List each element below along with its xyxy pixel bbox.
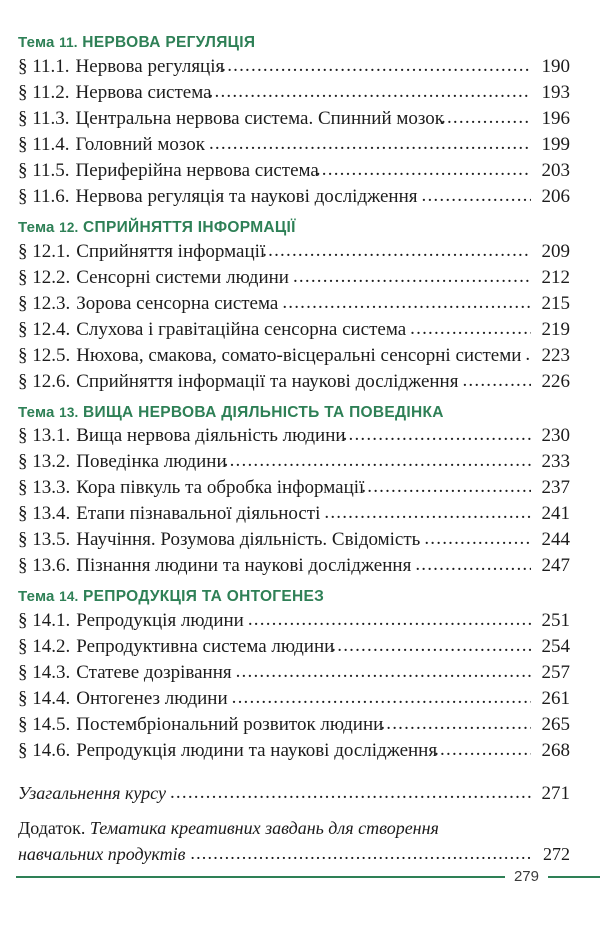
entry-page-number: 215 [541, 292, 570, 314]
theme-label: Тема [18, 588, 55, 606]
entry-page-number: 261 [541, 688, 570, 710]
entry-page-number: 212 [541, 266, 570, 288]
toc-entry[interactable] [18, 317, 570, 343]
entry-title: Вища нервова діяльність людини [76, 425, 346, 447]
toc-entry[interactable] [18, 343, 570, 369]
entry-title: Онтогенез людини [76, 688, 228, 710]
toc-entry[interactable] [18, 265, 570, 291]
dot-leader [410, 317, 531, 342]
entry-label: § 13.5. [18, 529, 71, 551]
entry-page-number: 203 [541, 159, 570, 181]
entry-page-number: 251 [541, 610, 570, 632]
entry-title: Нервова система [75, 81, 212, 103]
page-footer [0, 867, 600, 887]
entry-label: § 12.1. [18, 240, 71, 262]
entry-label: § 14.6. [18, 740, 71, 762]
toc-entry[interactable] [18, 132, 570, 158]
appendix-title-line2: навчальних продуктів [18, 844, 186, 865]
theme-title: ВИЩА НЕРВОВА ДІЯЛЬНІСТЬ ТА ПОВЕДІНКА [83, 403, 444, 421]
entry-page-number: 196 [541, 107, 570, 129]
theme-label: Тема [18, 218, 55, 236]
dot-leader [232, 686, 531, 711]
entry-label: § 11.1. [18, 55, 70, 77]
toc-entry[interactable] [18, 608, 570, 634]
entry-title: Сприйняття інформації [76, 240, 266, 262]
footer-rule-left [16, 876, 505, 878]
theme-heading-14 [18, 579, 570, 606]
dot-leader [424, 527, 531, 552]
dot-leader [415, 553, 531, 578]
entry-label: § 13.6. [18, 555, 71, 577]
entry-label: § 11.5. [18, 159, 70, 181]
dot-leader [441, 106, 531, 131]
dot-leader [236, 660, 531, 685]
dot-leader [224, 449, 531, 474]
entry-title: Репродукція людини та наукові дослідження [76, 740, 438, 762]
theme-label: Тема [18, 34, 55, 51]
entry-title: Репродуктивна система людини [76, 636, 335, 658]
entry-label: § 12.2. [18, 266, 71, 288]
toc-entry[interactable] [18, 106, 570, 132]
entry-title: Центральна нервова система. Спинний мозок [75, 107, 445, 129]
entry-title: Пізнання людини та наукові дослідження [76, 555, 412, 577]
toc-entry[interactable] [18, 239, 570, 265]
theme-heading-11 [18, 34, 570, 52]
theme-title: СПРИЙНЯТТЯ ІНФОРМАЦІЇ [83, 218, 296, 236]
toc-entry[interactable] [18, 553, 570, 579]
entry-page-number: 206 [541, 185, 570, 207]
dot-leader [190, 841, 531, 866]
entry-label: § 12.4. [18, 318, 71, 340]
entry-page-number: 247 [541, 555, 570, 577]
appendix-second-line [18, 841, 570, 867]
toc-list-14 [18, 608, 570, 764]
entry-label: § 13.2. [18, 451, 71, 473]
appendix-lead-label: Додаток. [18, 818, 86, 839]
entry-page-number: 244 [541, 529, 570, 551]
entry-label: § 14.2. [18, 636, 71, 658]
theme-heading-12 [18, 210, 570, 237]
footer-rule-right [548, 876, 600, 878]
entry-label: § 12.3. [18, 292, 71, 314]
entry-page-number: 265 [541, 714, 570, 736]
dot-leader [380, 712, 531, 737]
entry-label: § 11.6. [18, 185, 70, 207]
toc-entry[interactable] [18, 738, 570, 764]
entry-page-number: 209 [541, 240, 570, 262]
dot-leader [331, 634, 531, 659]
entry-title: Постембріональний розвиток людини [76, 714, 384, 736]
entry-page-number: 199 [541, 133, 570, 155]
toc-entry[interactable] [18, 80, 570, 106]
toc-list-12 [18, 239, 570, 395]
dot-leader [324, 501, 531, 526]
dot-leader [525, 343, 531, 368]
toc-entry[interactable] [18, 158, 570, 184]
theme-number: 14. [59, 589, 79, 605]
dot-leader [422, 184, 531, 209]
entry-page-number: 223 [541, 344, 570, 366]
summary-title: Узагальнення курсу [18, 783, 166, 804]
toc-entry[interactable] [18, 423, 570, 449]
entry-title: Етапи пізнавальної діяльності [76, 503, 321, 525]
entry-label: § 12.5. [18, 344, 71, 366]
theme-title: НЕРВОВА РЕГУЛЯЦІЯ [82, 34, 256, 51]
theme-number: 13. [59, 404, 79, 420]
theme-title: РЕПРОДУКЦІЯ ТА ОНТОГЕНЕЗ [83, 588, 325, 606]
toc-entry[interactable] [18, 54, 570, 80]
entry-label: § 11.2. [18, 81, 70, 103]
entry-page-number: 241 [541, 503, 570, 525]
toc-entry[interactable] [18, 501, 570, 527]
dot-leader [209, 132, 531, 157]
entry-title: Поведінка людини [76, 451, 227, 473]
entry-title: Сенсорні системи людини [76, 266, 289, 288]
entry-title: Кора півкуль та обробка інформації [76, 477, 365, 499]
extras-section [18, 780, 570, 867]
theme-number: 12. [59, 219, 79, 235]
entry-title: Статеве дозрівання [76, 662, 232, 684]
entry-label: § 13.4. [18, 503, 71, 525]
entry-label: § 13.3. [18, 477, 71, 499]
entry-title: Репродукція людини [76, 610, 244, 632]
entry-title: Головний мозок [75, 133, 205, 155]
entry-label: § 13.1. [18, 425, 71, 447]
toc-entry-appendix[interactable] [18, 815, 570, 867]
appendix-first-line [18, 815, 570, 841]
entry-title: Научіння. Розумова діяльність. Свідомість [76, 529, 421, 551]
entry-page-number: 190 [541, 55, 570, 77]
dot-leader [361, 475, 531, 500]
entry-label: § 14.5. [18, 714, 71, 736]
theme-number: 11. [59, 35, 78, 50]
theme-heading-13 [18, 395, 570, 422]
entry-title: Нервова регуляція та наукові дослідження [75, 185, 418, 207]
toc-entry[interactable] [18, 449, 570, 475]
toc-entry[interactable] [18, 527, 570, 553]
dot-leader [170, 780, 531, 806]
dot-leader [293, 265, 531, 290]
toc-entry[interactable] [18, 660, 570, 686]
toc-entry[interactable] [18, 184, 570, 210]
entry-page-number: 268 [541, 740, 570, 762]
toc-entry[interactable] [18, 686, 570, 712]
appendix-title-line1: Тематика креативних завдань для створення [89, 818, 439, 839]
entry-label: § 14.1. [18, 610, 71, 632]
appendix-page-number: 272 [543, 844, 570, 865]
entry-label: § 11.3. [18, 107, 70, 129]
dot-leader [282, 291, 531, 316]
toc-entry[interactable] [18, 475, 570, 501]
theme-label: Тема [18, 403, 55, 421]
entry-page-number: 233 [541, 451, 570, 473]
entry-label: § 14.3. [18, 662, 71, 684]
entry-title: Нервова регуляція [75, 55, 225, 77]
dot-leader [434, 738, 531, 763]
entry-page-number: 230 [541, 425, 570, 447]
toc-list-13 [18, 423, 570, 579]
toc-entry[interactable] [18, 291, 570, 317]
entry-title: Периферійна нервова система [75, 159, 319, 181]
entry-page-number: 257 [541, 662, 570, 684]
entry-label: § 11.4. [18, 133, 70, 155]
dot-leader [316, 158, 531, 183]
entry-page-number: 237 [541, 477, 570, 499]
summary-page-number: 271 [541, 783, 570, 805]
dot-leader [248, 608, 531, 633]
dot-leader [262, 239, 531, 264]
toc-list-11 [18, 54, 570, 210]
toc-entry-summary[interactable] [18, 780, 570, 806]
dot-leader [462, 369, 531, 394]
entry-title: Слухова і гравітаційна сенсорна система [76, 318, 407, 340]
entry-title: Сприйняття інформації та наукові дослідження [76, 370, 459, 392]
toc-entry[interactable] [18, 634, 570, 660]
entry-page-number: 254 [541, 636, 570, 658]
toc-entry[interactable] [18, 712, 570, 738]
entry-title: Зорова сенсорна система [76, 292, 279, 314]
folio-number: 279 [513, 867, 539, 885]
entry-page-number: 219 [541, 318, 570, 340]
dot-leader [343, 423, 531, 448]
dot-leader [209, 80, 531, 105]
entry-page-number: 226 [541, 370, 570, 392]
toc-entry[interactable] [18, 369, 570, 395]
entry-label: § 14.4. [18, 688, 71, 710]
entry-label: § 12.6. [18, 370, 71, 392]
entry-page-number: 193 [541, 81, 570, 103]
entry-title: Нюхова, смакова, сомато-вісцеральні сенсорні системи [76, 344, 522, 366]
dot-leader [221, 54, 531, 79]
